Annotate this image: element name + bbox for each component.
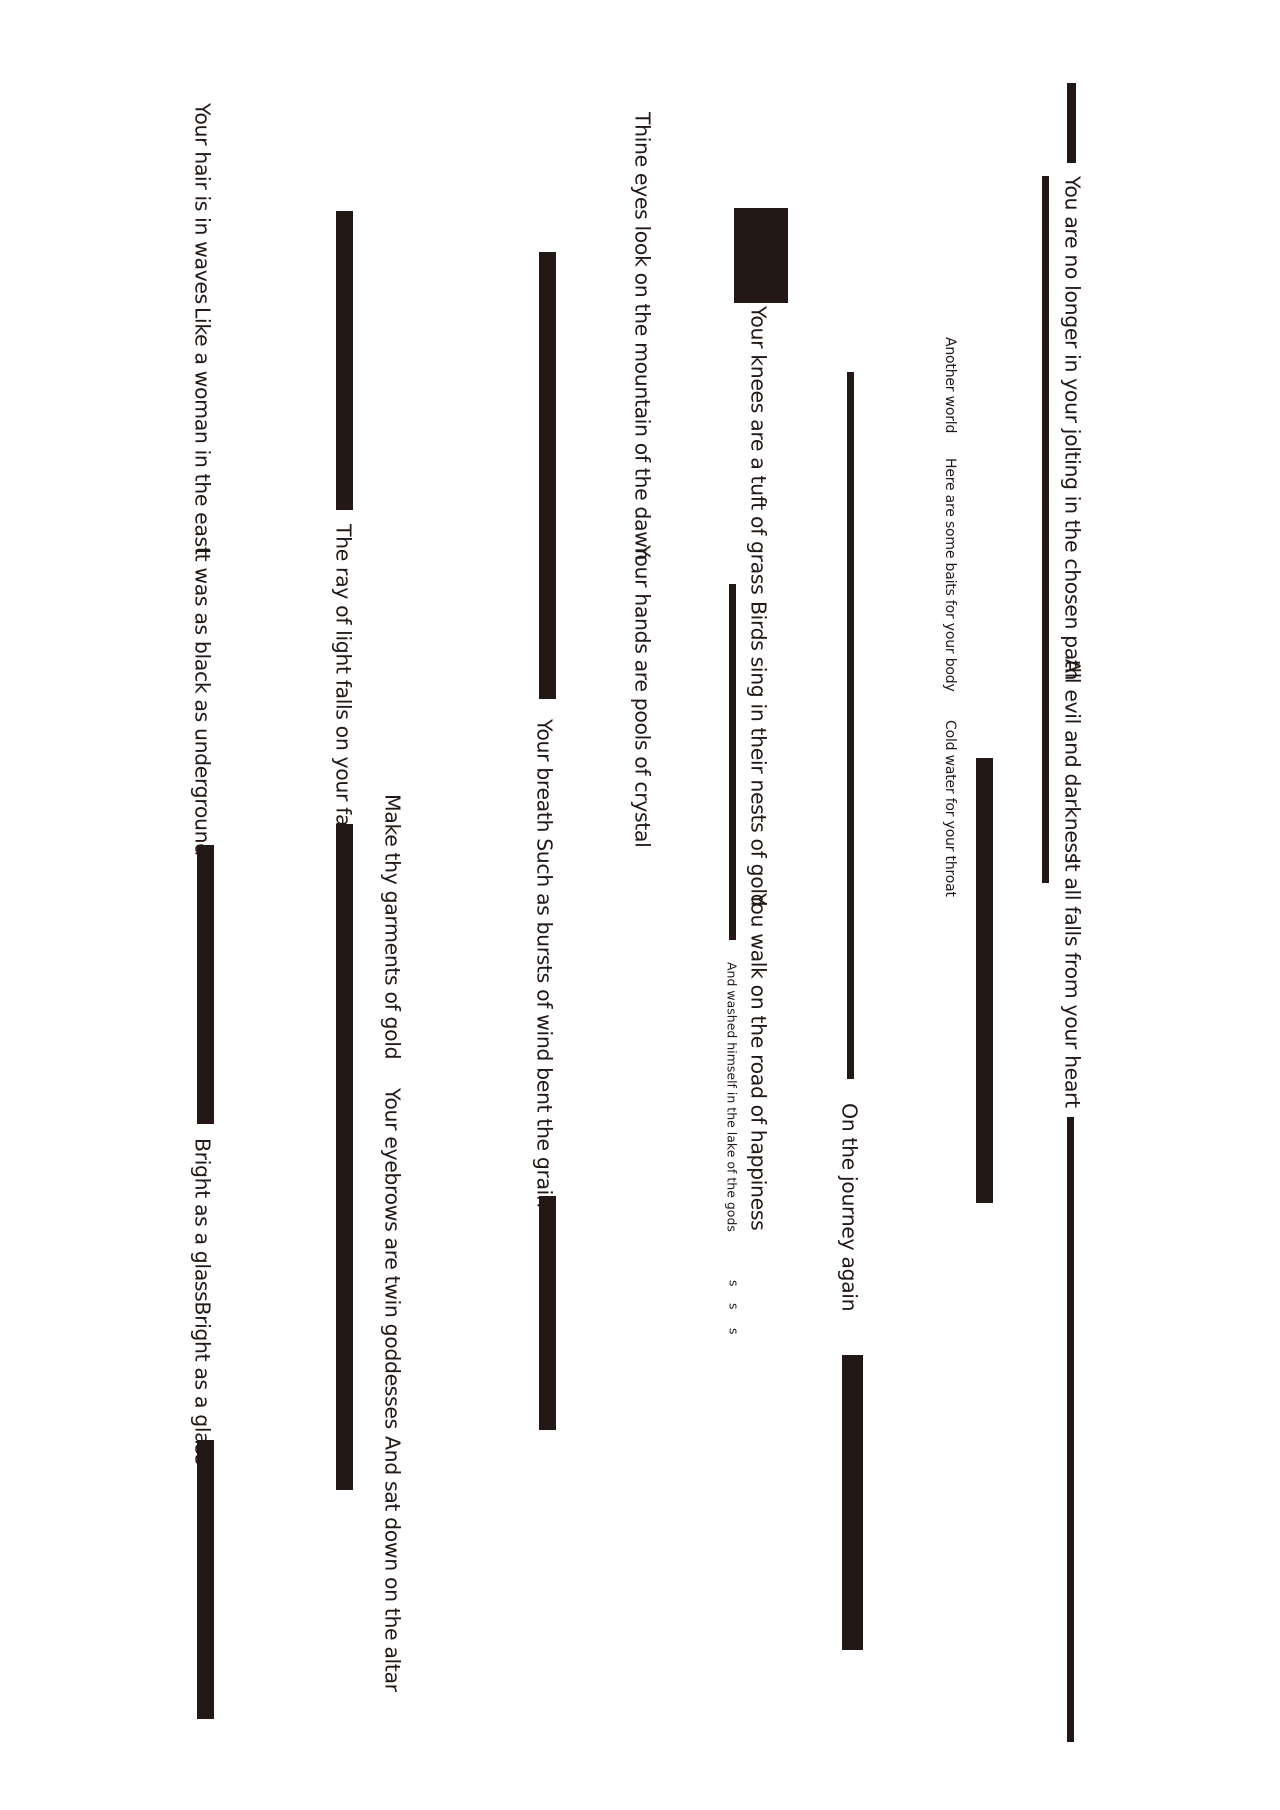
block-bar (842, 1355, 863, 1650)
block-bar (734, 208, 788, 303)
poem-line: Your hands are pools of crystal (630, 545, 655, 848)
poem-line: Bright as a glassBright as a glass (190, 1138, 215, 1465)
poem-line: Make thy garments of gold (380, 794, 405, 1060)
poem-line: Your breath Such as bursts of wind bent the grain (532, 719, 557, 1208)
block-bar (1067, 83, 1076, 163)
poem-line: Birds sing in their nests of gold (746, 601, 771, 907)
poem-line: It all falls from your heart (1060, 858, 1085, 1108)
block-bar (847, 372, 854, 1079)
poem-line: Here are some baits for your body (942, 458, 958, 692)
block-bar (539, 1196, 556, 1430)
poem-line: You walk on the road of happiness (746, 893, 771, 1231)
poem-line: Another world (942, 337, 958, 434)
block-bar (1067, 1117, 1074, 1742)
poem-line: And washed himself in the lake of the gods (724, 962, 740, 1232)
block-bar (197, 845, 214, 1124)
poem-letter: s (726, 1280, 742, 1287)
block-bar (539, 252, 556, 699)
block-bar (336, 824, 353, 1490)
block-bar (729, 584, 736, 940)
block-bar (336, 211, 353, 510)
poem-line: Thine eyes look on the mountain of the dawn (630, 112, 655, 561)
poem-line: You are no longer in your jolting in the chosen path (1060, 176, 1085, 681)
poem-line: Your hair is in waves (190, 103, 215, 304)
poem-line: On the journey again (837, 1103, 862, 1312)
poem-letter: s (726, 1303, 742, 1310)
poem-line: And sat down on the altar (380, 1436, 405, 1692)
poem-line: All evil and darkness (1060, 659, 1085, 864)
poem-line: It was as black as underground (190, 548, 215, 856)
block-bar (197, 1440, 214, 1719)
poem-line: Cold water for your throat (942, 720, 958, 897)
block-bar (1042, 176, 1049, 883)
block-bar (976, 758, 993, 1203)
poem-line: Your knees are a tuft of grass (746, 306, 771, 595)
poem-letter: s (726, 1328, 742, 1335)
poem-line: The ray of light falls on your face (331, 524, 356, 850)
poem-line: Your eyebrows are twin goddesses (380, 1088, 405, 1429)
poem-line: Like a woman in the east (190, 307, 215, 555)
